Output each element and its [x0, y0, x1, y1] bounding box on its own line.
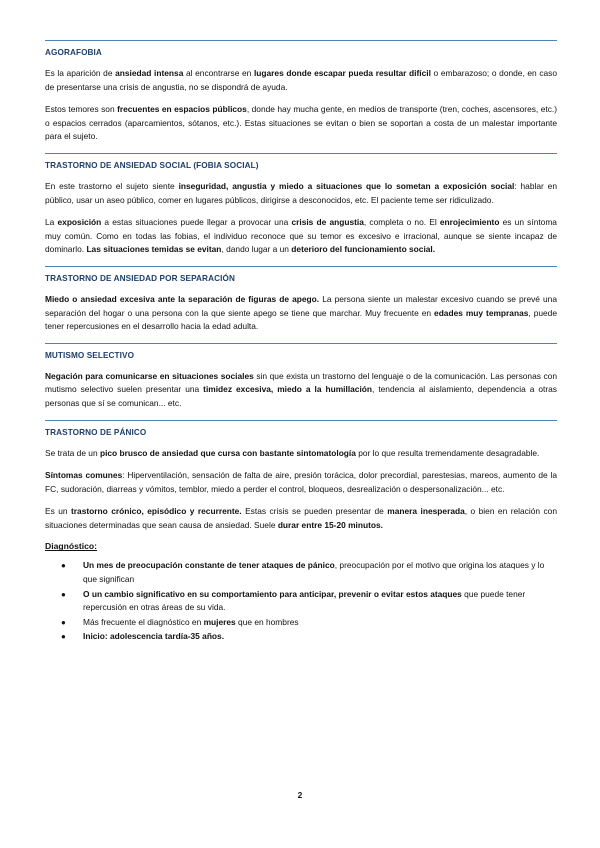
- text-run: , puede tener repercusiones en el desarrollo hacia la edad adulta.: [45, 307, 557, 332]
- text-run: : Hiperventilación, sensación de falta de aire, presión torácica, dolor precordial, parestesias, mareos, aumento de la FC, sudoración, diarreas y vómitos, temblor, miedo a perder el control, bloqueos, desrealización o despersonalización... etc.: [45, 470, 557, 494]
- text-run: que puede tener repercusión en otras áreas de su vida.: [83, 588, 526, 613]
- list-item-text: [83, 560, 544, 584]
- text-run: , preocupación por el motivo que origina los ataques y lo que significan: [83, 560, 545, 585]
- text-run: que en hombres: [235, 616, 299, 627]
- text-run: En este trastorno el sujeto siente: [45, 180, 179, 191]
- text-run: Se trata de un: [45, 447, 100, 458]
- bold-text: mujeres: [203, 616, 236, 627]
- text-run: a estas situaciones puede llegar a provocar una: [101, 217, 292, 228]
- text-run: sin que exista un trastorno del lenguaje o de la comunicación. Las personas con mutismo selectivo suelen presentar una: [45, 370, 558, 395]
- text-run: , o bien en relación con situaciones determinadas que sean causa de ansiedad. Suele: [45, 506, 557, 530]
- list-item-text: [83, 617, 299, 627]
- section-heading: AGORAFOBIA: [45, 48, 102, 57]
- bullet-icon: ●: [61, 617, 66, 627]
- section-mutismo: [45, 343, 557, 411]
- paragraph: [45, 180, 557, 207]
- list-item: [45, 559, 557, 586]
- text-run: : hablar en público, usar un aseo público, comer en lugares públicos, dirigirse a desconocidos, etc. El paciente teme ser ridiculizado.: [45, 180, 557, 205]
- text-run: , completa o no. El: [363, 217, 440, 228]
- section-panico: [45, 420, 557, 645]
- list-item-text: [83, 631, 224, 641]
- list-item: [45, 630, 557, 644]
- section-heading: TRASTORNO DE ANSIEDAD SOCIAL (FOBIA SOCIAL): [45, 160, 259, 170]
- section-rule: [45, 343, 557, 344]
- bold-text: manera inesperada: [387, 506, 465, 517]
- diagnostico-list: [45, 559, 557, 644]
- bold-text: crisis de angustia: [291, 217, 364, 228]
- bold-text: pico brusco de ansiedad que cursa con bastante sintomatología: [99, 447, 356, 458]
- paragraph: [45, 216, 557, 257]
- paragraph: [45, 370, 557, 411]
- text-run: por lo que resulta tremendamente desagradable.: [355, 447, 540, 458]
- section-rule: [45, 420, 557, 421]
- text-run: Estos temores son: [45, 104, 118, 115]
- list-item-text: [83, 589, 525, 613]
- paragraph: [45, 505, 557, 532]
- text-run: Es la aparición de: [45, 68, 116, 78]
- section-heading: TRASTORNO DE PÁNICO: [45, 427, 147, 437]
- paragraph: [45, 447, 557, 461]
- diagnostico-title: Diagnóstico:: [45, 541, 98, 552]
- section-rule: [45, 266, 557, 267]
- bold-text: durar entre 15-20 minutos.: [277, 519, 383, 530]
- bold-text: Síntomas comunes: [45, 470, 123, 481]
- bold-text: exposición: [57, 217, 102, 228]
- bold-text: lugares donde escapar pueda resultar difícil: [253, 68, 431, 78]
- bold-text: Inicio: adolescencia tardía-35 años.: [83, 631, 225, 642]
- section-agorafobia: [45, 40, 557, 144]
- bold-text: Un mes de preocupación constante de tener ataques de pánico: [83, 560, 335, 571]
- section-ansiedad-social: [45, 153, 557, 257]
- section-heading: MUTISMO SELECTIVO: [45, 350, 135, 360]
- text-run: al encontrarse en: [183, 68, 254, 78]
- bold-text: trastorno crónico, episódico y recurrente.: [71, 506, 242, 517]
- bold-text: frecuentes en espacios públicos: [117, 104, 247, 115]
- text-run: Más frecuente el diagnóstico en: [83, 616, 204, 627]
- list-item: [45, 616, 557, 630]
- bold-text: timidez excesiva, miedo a la humillación: [203, 384, 373, 395]
- text-run: La persona siente un malestar excesivo cuando se prevé una separación del hogar o una persona con la que siente apego se tiene que marchar. Muy frecuente en: [45, 293, 557, 318]
- bold-text: ansiedad intensa: [115, 68, 184, 78]
- page-number: 2: [297, 790, 303, 800]
- section-separacion: [45, 266, 557, 334]
- text-run: , dando lugar a un: [221, 244, 292, 255]
- text-run: , tendencia al aislamiento, dependencia a otras personas que sí se comunican... etc.: [45, 384, 557, 408]
- section-heading: TRASTORNO DE ANSIEDAD POR SEPARACIÓN: [45, 273, 235, 283]
- text-run: es un síntoma muy común. Como en todas las fobias, el individuo reconoce que su temor es excesivo e irracional, aunque se siente incapaz de dominarlo.: [45, 217, 557, 255]
- bullet-icon: ●: [61, 561, 66, 571]
- paragraph: [45, 67, 557, 94]
- bold-text: edades muy tempranas: [434, 307, 529, 318]
- bold-text: Las situaciones temidas se evitan: [86, 244, 222, 255]
- text-run: La: [45, 217, 58, 228]
- bullet-icon: ●: [61, 589, 66, 599]
- section-rule: [45, 153, 557, 154]
- text-run: o embarazoso; o donde, en caso de presentarse una crisis de angustia, no se dispondrá de ayuda.: [45, 68, 558, 92]
- bullet-icon: ●: [61, 632, 66, 642]
- bold-text: inseguridad, angustia y miedo a situaciones que lo sometan a exposición social: [178, 180, 515, 191]
- paragraph: [45, 293, 557, 334]
- bold-text: O un cambio significativo en su comportamiento para anticipar, prevenir o evitar estos ataques: [83, 588, 462, 599]
- text-run: Estas crisis se pueden presentar de: [241, 506, 388, 517]
- bold-text: enrojecimiento: [439, 217, 500, 228]
- text-run: Es un: [45, 506, 71, 517]
- bold-text: Negación para comunicarse en situaciones sociales: [45, 370, 254, 381]
- paragraph: [45, 469, 557, 496]
- paragraph: [45, 103, 557, 144]
- list-item: [45, 588, 557, 615]
- bold-text: Miedo o ansiedad excesiva ante la separación de figuras de apego.: [45, 293, 320, 304]
- document-page: [45, 40, 557, 645]
- section-rule: [45, 40, 557, 41]
- bold-text: deterioro del funcionamiento social.: [291, 244, 436, 255]
- text-run: , donde hay mucha gente, en medios de transporte (tren, coches, ascensores, etc.) o espacios cerrados (aparcamientos, sótanos, etc.). Estas situaciones se evitan o bien se soportan a costa de un malestar importante para el sujeto.: [45, 104, 557, 142]
